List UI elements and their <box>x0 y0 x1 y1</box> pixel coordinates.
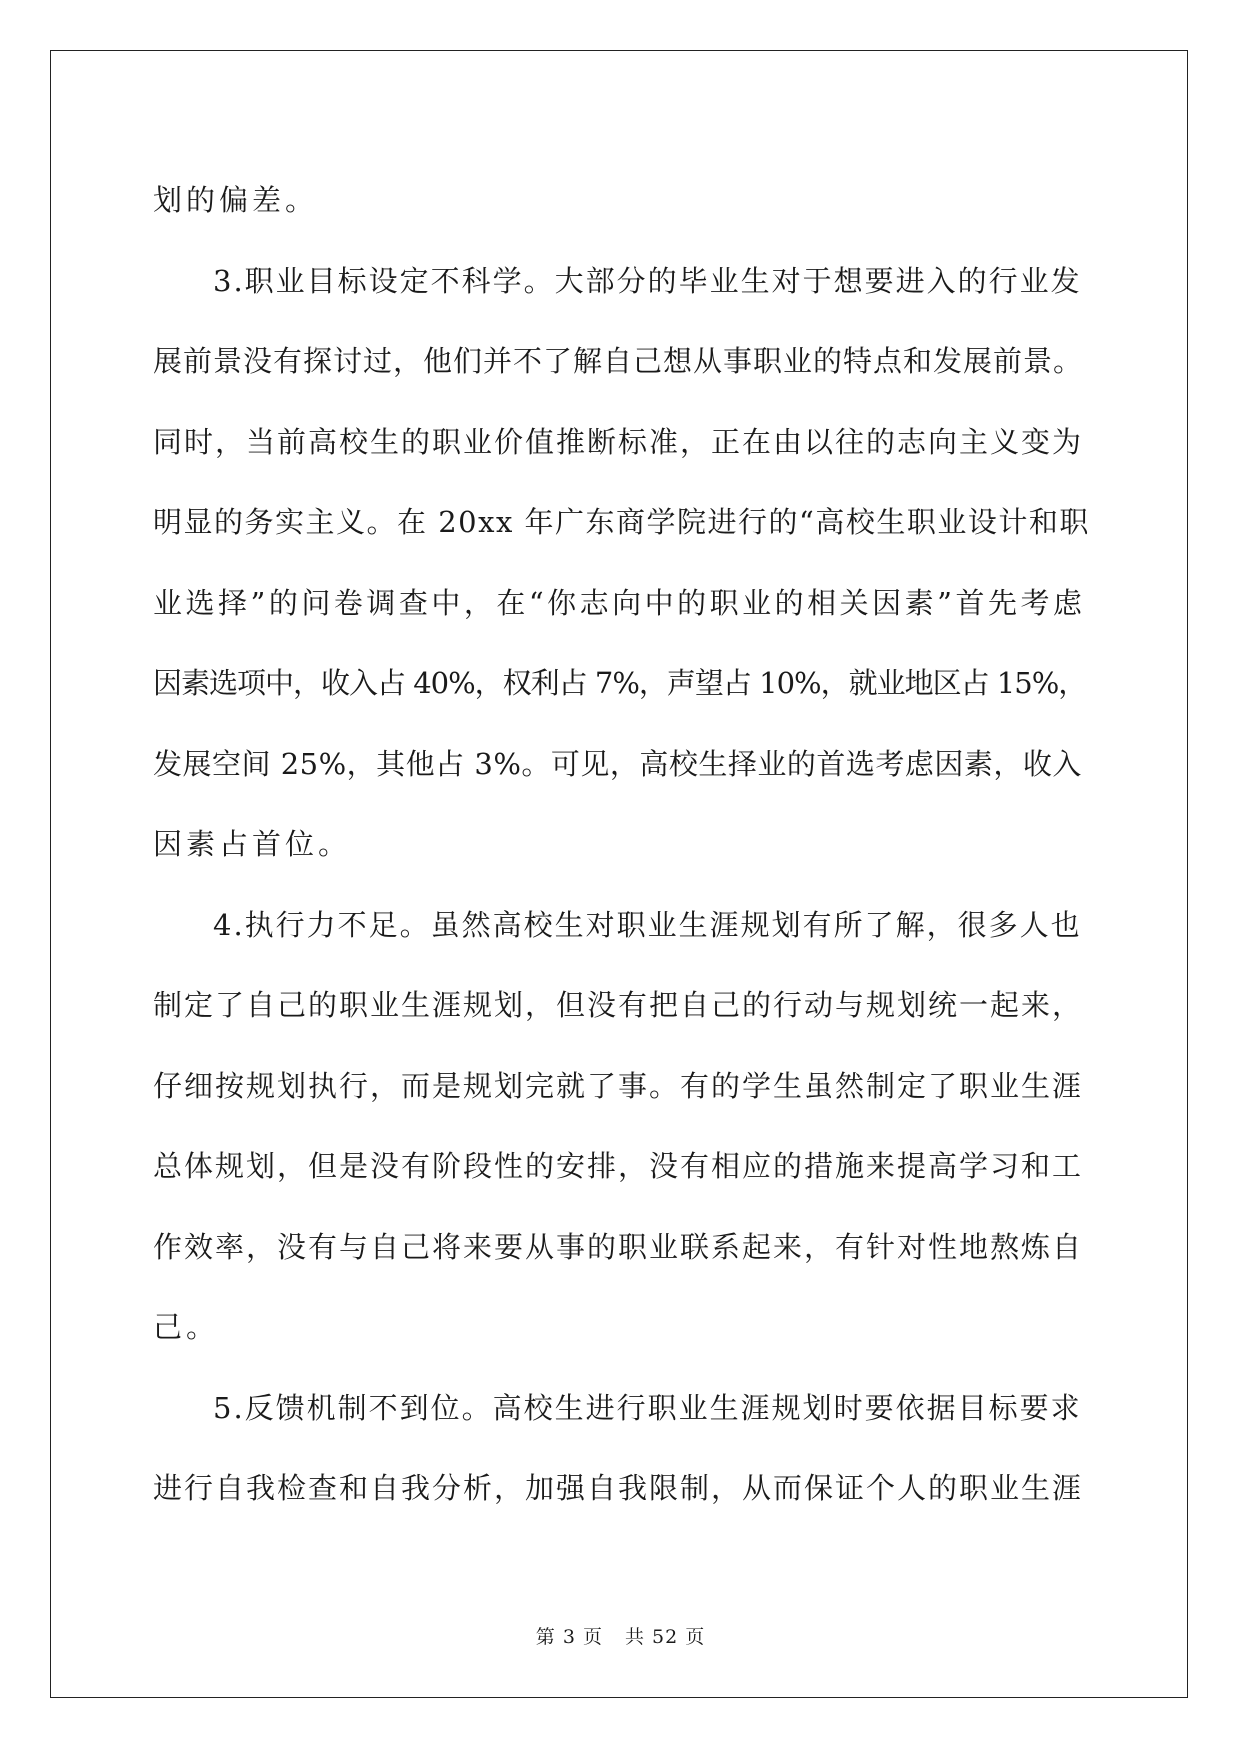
paragraph <box>153 160 1093 241</box>
page-total: 共 52 页 <box>624 1626 706 1648</box>
paragraph <box>153 1368 1093 1529</box>
text-line: 3.职业目标设定不科学。大部分的毕业生对于想要进入的行业发 <box>213 263 1082 298</box>
paragraph <box>153 241 1093 885</box>
text-line: 业选择”的问卷调查中，在“你志向中的职业的相关因素”首先考虑 <box>153 585 1086 620</box>
text-line: 仔细按规划执行，而是规划完就了事。有的学生虽然制定了职业生涯 <box>153 1068 1084 1103</box>
text-line: 4.执行力不足。虽然高校生对职业生涯规划有所了解，很多人也 <box>213 907 1082 942</box>
text-line: 5.反馈机制不到位。高校生进行职业生涯规划时要依据目标要求 <box>213 1390 1082 1425</box>
text-line: 作效率，没有与自己将来要从事的职业联系起来，有针对性地熬炼自 <box>153 1229 1084 1264</box>
text-line: 制定了自己的职业生涯规划，但没有把自己的行动与规划统一起来， <box>153 988 1084 1022</box>
text-line: 展前景没有探讨过，他们并不了解自己想从事职业的特点和发展前景。 <box>153 344 1084 378</box>
text-line: 总体规划，但是没有阶段性的安排，没有相应的措施来提高学习和工 <box>153 1149 1084 1183</box>
text-line: 明显的务实主义。在 20xx 年广东商学院进行的“高校生职业设计和职 <box>153 505 1090 539</box>
text-line: 因素占首位。 <box>153 827 352 861</box>
page-footer <box>0 1622 1241 1649</box>
text-line: 己。 <box>153 1310 220 1344</box>
text-line: 划的偏差。 <box>153 183 319 217</box>
text-line: 同时，当前高校生的职业价值推断标准，正在由以往的志向主义变为 <box>153 424 1084 459</box>
document-body <box>153 160 1093 1529</box>
page-number: 第 3 页 <box>535 1626 603 1648</box>
text-line: 因素选项中，收入占 40%，权利占 7%，声望占 10%，就业地区占 15%， <box>153 666 1087 700</box>
text-line: 进行自我检查和自我分析，加强自我限制，从而保证个人的职业生涯 <box>153 1471 1084 1505</box>
paragraph <box>153 885 1093 1368</box>
text-line: 发展空间 25%，其他占 3%。可见，高校生择业的首选考虑因素，收入 <box>153 746 1082 781</box>
